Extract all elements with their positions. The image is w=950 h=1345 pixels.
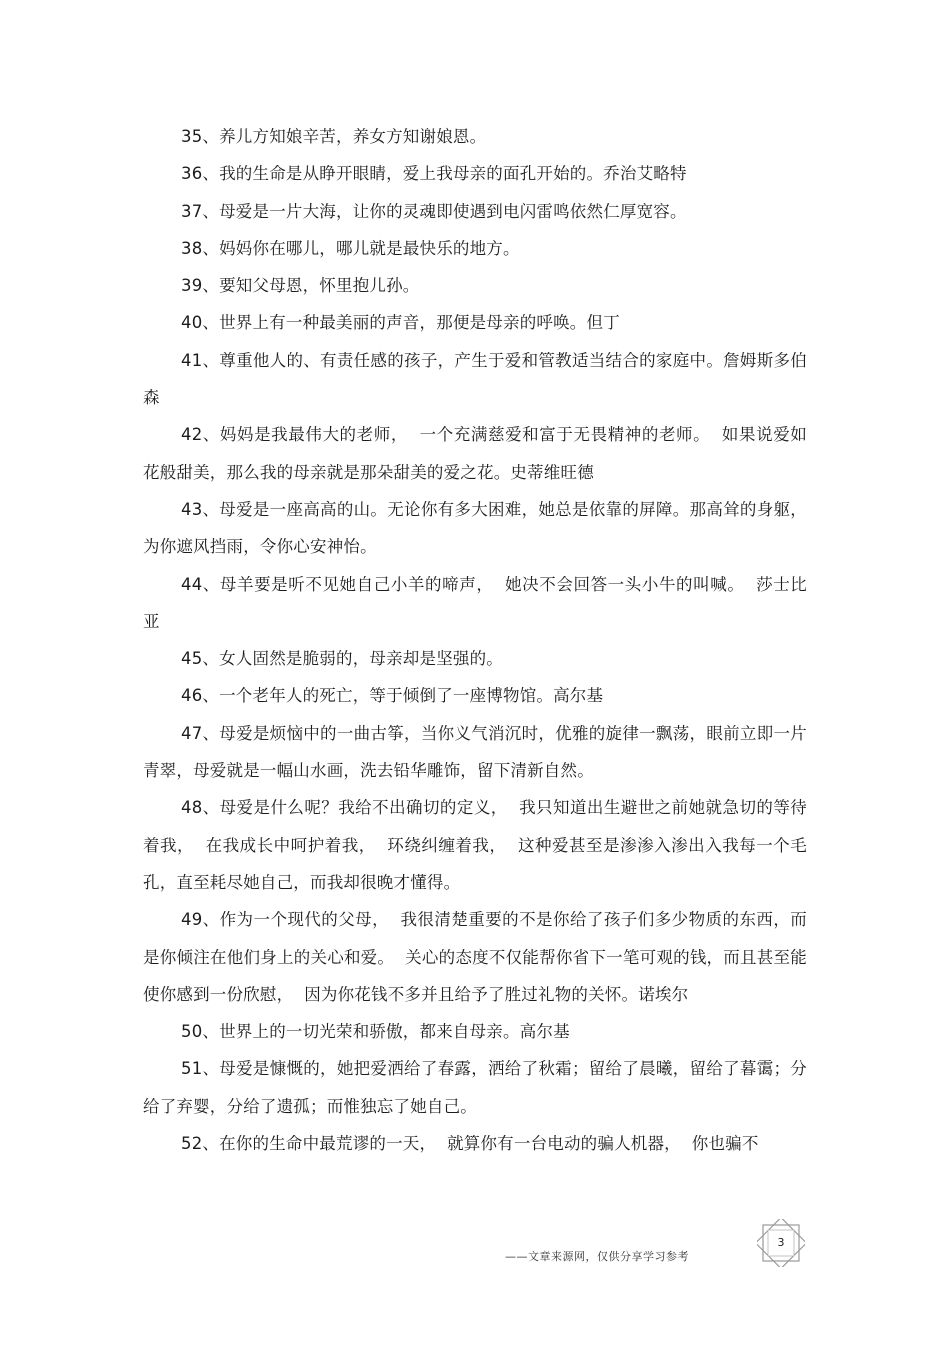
paragraph: 48、母爱是什么呢？我给不出确切的定义， 我只知道出生避世之前她就急切的等待着我， 在我成长中呵护着我， 环绕纠缠着我， 这种爱甚至是渗渗入渗出入我每一个毛孔，直至耗尽她自己，而我却很晚才懂得。 bbox=[143, 798, 807, 892]
paragraph: 40、世界上有一种最美丽的声音，那便是母亲的呼唤。但丁 bbox=[181, 313, 620, 333]
paragraph: 45、女人固然是脆弱的，母亲却是坚强的。 bbox=[181, 649, 503, 669]
paragraph: 51、母爱是慷慨的，她把爱洒给了春露，洒给了秋霜；留给了晨曦，留给了暮霭；分给了弃婴，分给了遗孤；而惟独忘了她自己。 bbox=[143, 1059, 807, 1116]
paragraph: 36、我的生命是从睁开眼睛，爱上我母亲的面孔开始的。乔治艾略特 bbox=[181, 164, 687, 184]
paragraph: 37、母爱是一片大海，让你的灵魂即使遇到电闪雷鸣依然仁厚宽容。 bbox=[181, 201, 687, 221]
paragraph: 35、养儿方知娘辛苦，养女方知谢娘恩。 bbox=[181, 127, 487, 146]
paragraph: 38、妈妈你在哪儿，哪儿就是最快乐的地方。 bbox=[181, 238, 520, 258]
paragraph: 52、在你的生命中最荒谬的一天， 就算你有一台电动的骗人机器， 你也骗不 bbox=[181, 1134, 759, 1154]
paragraph: 46、一个老年人的死亡，等于倾倒了一座博物馆。高尔基 bbox=[181, 686, 604, 706]
body-text bbox=[143, 118, 807, 1162]
paragraph: 44、母羊要是听不见她自己小羊的啼声， 她决不会回答一头小牛的叫喊。 莎士比亚 bbox=[143, 574, 807, 631]
paragraph: 41、尊重他人的、有责任感的孩子，产生于爱和管教适当结合的家庭中。詹姆斯多伯森 bbox=[143, 350, 807, 408]
paragraph: 49、作为一个现代的父母， 我很清楚重要的不是你给了孩子们多少物质的东西，而是你倾注在他们身上的关心和爱。 关心的态度不仅能帮你省下一笔可观的钱，而且甚至能使你感到一份欣慰， 因为你花钱不多并且给予了胜过礼物的关怀。诺埃尔 bbox=[143, 910, 807, 1004]
paragraph: 39、要知父母恩，怀里抱儿孙。 bbox=[181, 276, 420, 296]
paragraph: 47、母爱是烦恼中的一曲古筝，当你义气消沉时，优雅的旋律一飘荡，眼前立即一片青翠，母爱就是一幅山水画，洗去铅华雕饰，留下清新自然。 bbox=[143, 723, 807, 781]
footer-source-note: ——文章来源网，仅供分享学习参考 bbox=[505, 1250, 689, 1263]
paragraph: 43、母爱是一座高高的山。无论你有多大困难，她总是依靠的屏障。那高耸的身躯，为你遮风挡雨，令你心安神怡。 bbox=[143, 499, 807, 557]
page-number-badge bbox=[757, 1219, 805, 1267]
page-number: 3 bbox=[777, 1236, 785, 1249]
paragraph: 42、妈妈是我最伟大的老师， 一个充满慈爱和富于无畏精神的老师。 如果说爱如花般甜美，那么我的母亲就是那朵甜美的爱之花。史蒂维旺德 bbox=[143, 425, 807, 482]
paragraph: 50、世界上的一切光荣和骄傲，都来自母亲。高尔基 bbox=[181, 1022, 570, 1042]
